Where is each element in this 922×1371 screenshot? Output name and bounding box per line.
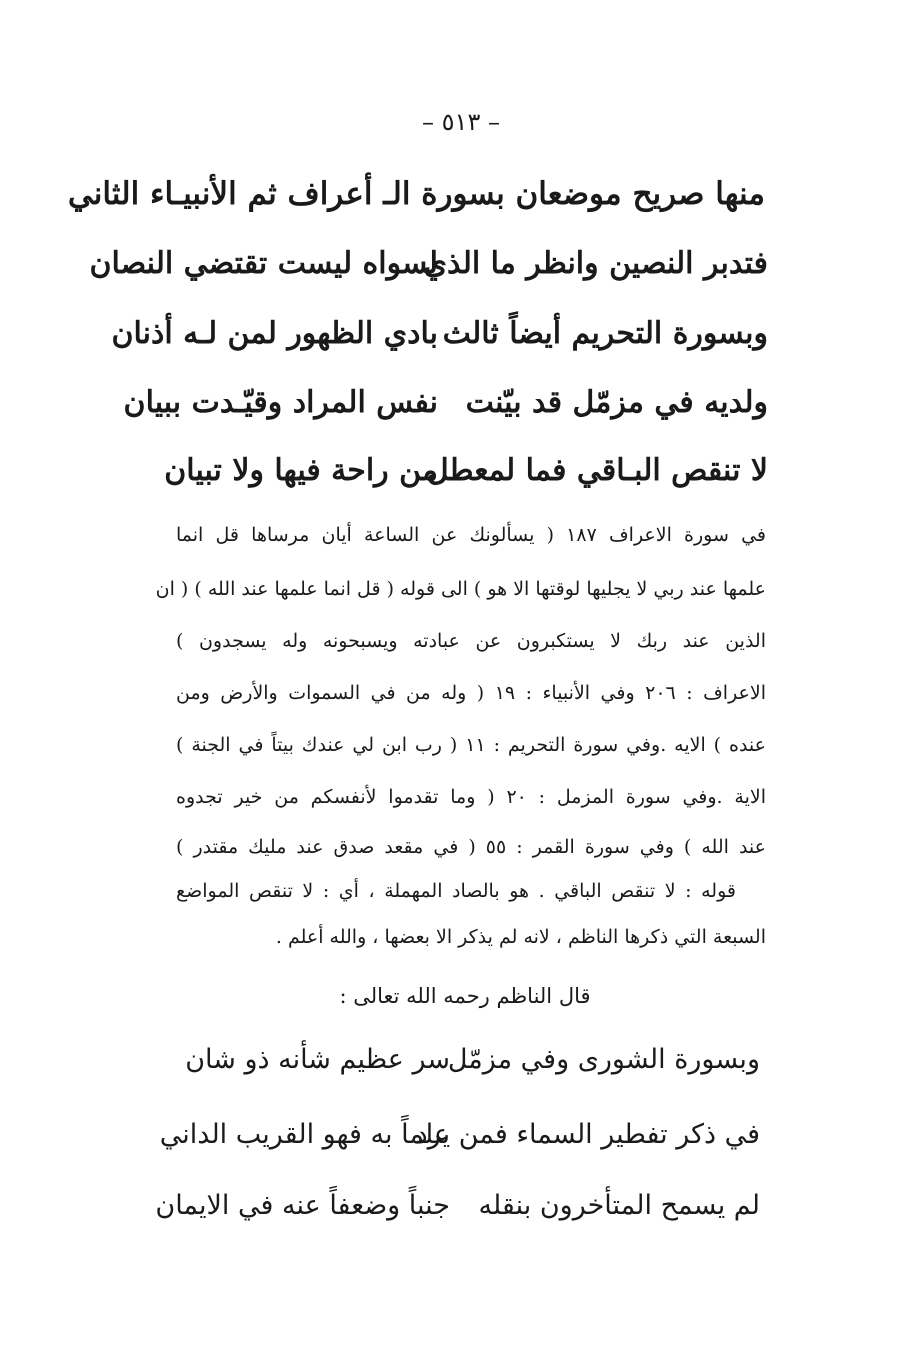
heading-line: منها صريح موضعان بسورة الـ أعراف ثم الأنبيـاء الثاني [67,176,765,212]
verse-second-hemistich: علماً به فهو القريب الداني [159,1119,450,1150]
verse-first-hemistich: لا تنقص البـاقي فما لمعطل [426,453,768,488]
verse-second-hemistich: بادي الظهور لمن لـه أذنان [111,316,438,351]
verse-line [111,316,768,366]
verse-first-hemistich: وبسورة الشورى وفي مزمّل [447,1044,760,1075]
verse-first-hemistich: في ذكر تفطير السماء فمن يرد [415,1119,760,1150]
footnote-line: عند الله ) وفي سورة القمر : ٥٥ ( في مقعد صدق عند مليك مقتدر ) [176,836,766,858]
verse-second-hemistich: جنباً وضعفاً عنه في الايمان [155,1190,450,1221]
footnote-line: الاعراف : ٢٠٦ وفي الأنبياء : ١٩ ( وله من في السموات والأرض ومن [176,682,767,704]
footnote-line: السبعة التي ذكرها الناظم ، لانه لم يذكر الا بعضها ، والله أعلم . [275,926,766,948]
verse-line [159,1119,760,1167]
verse-first-hemistich: فتدبر النصين وانظر ما الذي [423,246,768,281]
verse-first-hemistich: لم يسمح المتأخرون بنقله [478,1190,760,1221]
verse-line [123,385,768,435]
footnote-line: عنده ) الايه .وفي سورة التحريم : ١١ ( رب ابن لي عندك بيتاً في الجنة ) [176,734,766,756]
verse-second-hemistich: نفس المراد وقيّـدت ببيان [123,385,438,420]
verse-line [155,1190,760,1238]
footnote-line: في سورة الاعراف ١٨٧ ( يسألونك عن الساعة أيان مرساها قل انما [176,524,767,546]
footnote-line: قوله : لا تنقص الباقي . هو بالصاد المهملة ، أي : لا تنقص المواضع [176,880,736,902]
footnote-line: الاية .وفي سورة المزمل : ٢٠ ( وما تقدموا لأنفسكم من خير تجدوه [176,786,766,808]
verse-line [185,1044,760,1092]
sub-heading: قال الناظم رحمه الله تعالى : [339,984,591,1008]
verse-line [164,453,768,503]
verse-second-hemistich: من راحة فيها ولا تبيان [164,453,438,488]
footnote-line: الذين عند ربك لا يستكبرون عن عبادته ويسبحونه وله يسجدون ) [176,630,766,652]
verse-first-hemistich: ولديه في مزمّل قد بيّنت [465,385,768,420]
verse-second-hemistich: سر عظيم شأنه ذو شان [185,1044,450,1075]
verse-second-hemistich: لسواه ليست تقتضي النصان [89,246,438,281]
footnote-line: علمها عند ربي لا يجليها لوقتها الا هو ) الى قوله ( قل انما علمها عند الله ) ( ان [155,578,766,600]
verse-line [89,246,768,296]
page-number: – ٥١٣ – [422,108,500,136]
verse-first-hemistich: وبسورة التحريم أيضاً ثالث [442,316,768,351]
